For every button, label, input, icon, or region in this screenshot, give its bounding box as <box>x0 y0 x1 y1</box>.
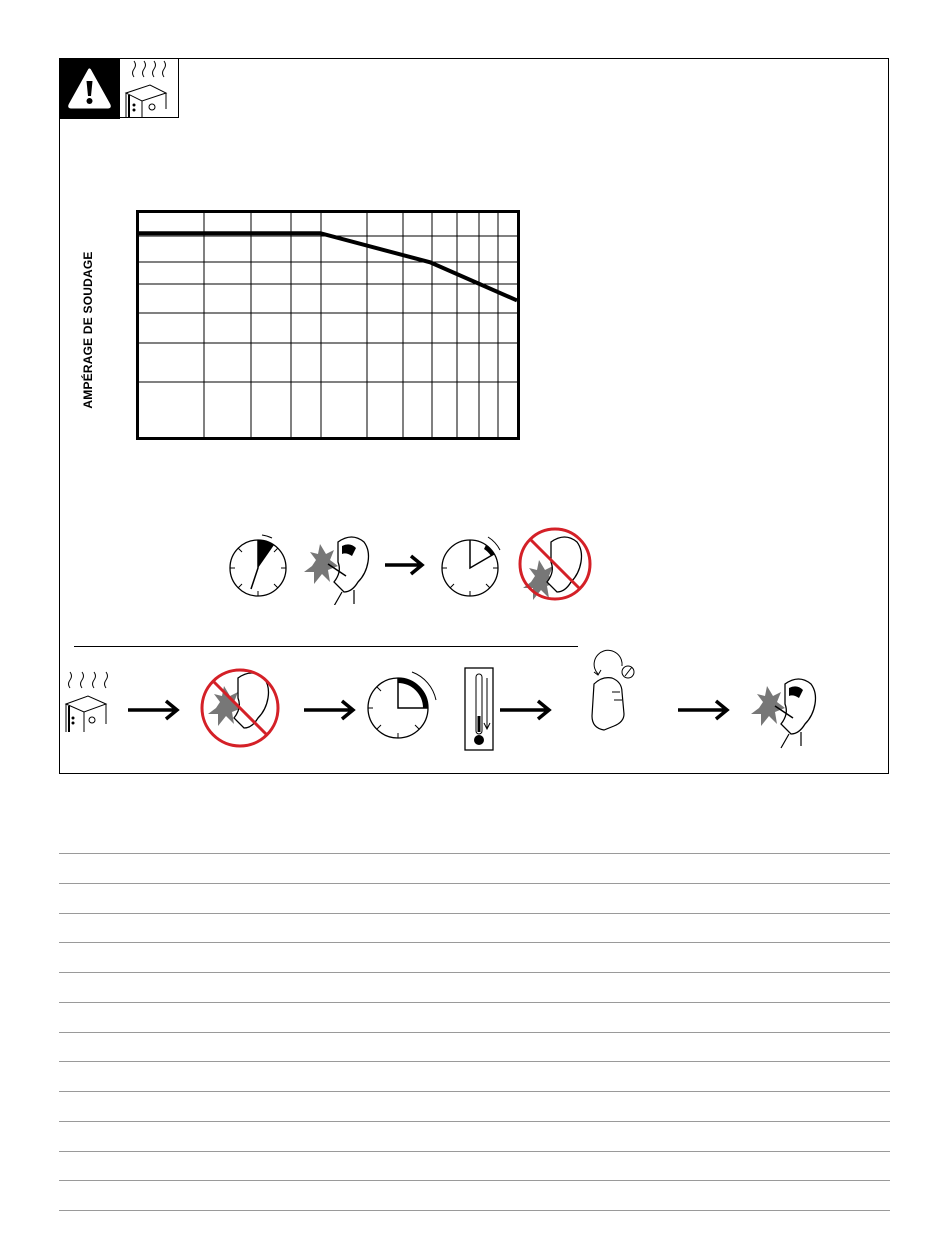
right-arrow-icon <box>128 701 177 719</box>
note-line <box>59 1091 890 1092</box>
prohibited-welding-icon <box>202 670 278 746</box>
right-arrow-icon <box>678 701 727 719</box>
thermometer-cooling-icon <box>465 668 493 750</box>
duty-cycle-chart <box>136 210 520 440</box>
note-line <box>59 1210 890 1211</box>
timer-dial-icon <box>442 537 500 596</box>
welder-icon <box>751 679 816 748</box>
timer-dial-icon <box>230 535 286 596</box>
note-line <box>59 972 890 973</box>
timer-dial-icon <box>368 672 436 738</box>
note-line <box>59 1061 890 1062</box>
hot-welding-unit-icon <box>66 672 108 732</box>
note-line <box>59 883 890 884</box>
duty-cycle-illustration <box>220 520 600 605</box>
right-arrow-icon <box>500 701 549 719</box>
welder-icon <box>304 537 369 605</box>
series-line <box>139 233 517 300</box>
right-arrow-icon <box>304 701 353 719</box>
chart-border <box>138 212 519 439</box>
chart-grid <box>139 213 517 437</box>
overheat-sequence <box>60 640 840 760</box>
prohibited-welding-icon <box>520 529 590 600</box>
note-line <box>59 1151 890 1152</box>
note-line <box>59 942 890 943</box>
adjust-knob-icon <box>592 650 634 730</box>
y-axis-label: AMPÉRAGE DE SOUDAGE <box>81 251 95 409</box>
note-line <box>59 913 890 914</box>
note-line <box>59 1121 890 1122</box>
note-line <box>59 1032 890 1033</box>
right-arrow-icon <box>385 556 422 574</box>
note-line <box>59 1002 890 1003</box>
note-line <box>59 853 890 854</box>
note-line <box>59 1180 890 1181</box>
